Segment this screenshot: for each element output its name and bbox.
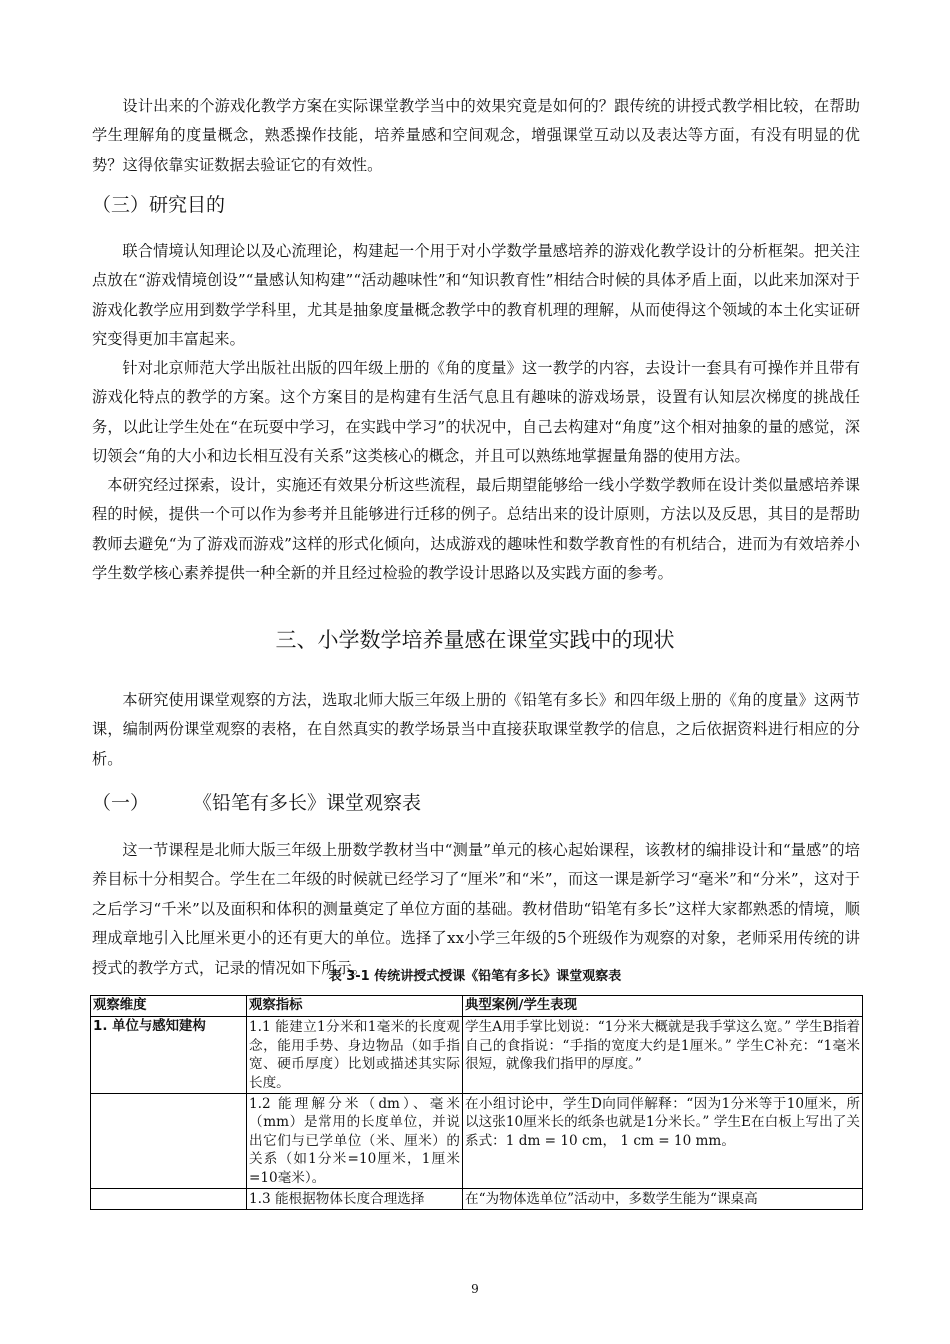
table-row — [91, 1017, 863, 1094]
header-indicator: 观察指标 — [247, 996, 463, 1017]
observation-table — [90, 995, 863, 1210]
indicator-cell: 1.2 能理解分米（dm）、毫米（mm）是常用的长度单位，并说出它们与已学单位（米、厘米）的关系（如1分米=10厘米，1厘米=10毫米）。 — [247, 1094, 463, 1189]
dimension-cell: 1. 单位与感知建构 — [91, 1017, 247, 1094]
header-example: 典型案例/学生表现 — [463, 996, 863, 1017]
heading-research-goal: （三）研究目的 — [92, 194, 226, 216]
paragraph-observation-method: 本研究使用课堂观察的方法，选取北师大版三年级上册的《铅笔有多长》和四年级上册的《角的度量》这两节课，编制两份课堂观察的表格，在自然真实的教学场景当中直接获取课堂教学的信息，之后依据资料进行相应的分析。 — [92, 691, 860, 768]
table-caption: 表 3-1 传统讲授式授课《铅笔有多长》课堂观察表 — [328, 969, 622, 984]
example-cell: 在“为物体选单位”活动中，多数学生能为“课桌高 — [463, 1189, 863, 1210]
indicator-cell: 1.3 能根据物体长度合理选择 — [247, 1189, 463, 1210]
paragraph-research-expectation: 本研究经过探索，设计，实施还有效果分析这些流程，最后期望能够给一线小学数学教师在设计类似量感培养课程的时候，提供一个可以作为参考并且能够进行迁移的例子。总结出来的设计原则，方法以及反思，其目的是帮助教师去避免“为了游戏而游戏”这样的形式化倾向，达成游戏的趣味性和数学教育性的有机结合，进而为有效培养小学生数学核心素养提供一种全新的并且经过检验的教学设计思路以及实践方面的参考。 — [92, 476, 860, 583]
paragraph-lesson-design: 针对北京师范大学出版社出版的四年级上册的《角的度量》这一教学的内容，去设计一套具有可操作并且带有游戏化特点的教学的方案。这个方案目的是构建有生活气息且有趣味的游戏场景，设置有认知层次梯度的挑战任务，以此让学生处在“在玩耍中学习，在实践中学习”的状况中，自己去构建对“角度”这个相对抽象的量的感觉，深切领会“角的大小和边长相互没有关系”这类核心的概念，并且可以熟练地掌握量角器的使用方法。 — [92, 359, 860, 466]
paragraph-theory-framework: 联合情境认知理论以及心流理论，构建起一个用于对小学数学量感培养的游戏化教学设计的分析框架。把关注点放在“游戏情境创设”“量感认知构建”“活动趣味性”和“知识教育性”相结合时候的具体矛盾上面，以此来加深对于游戏化教学应用到数学学科里，尤其是抽象度量概念教学中的教育机理的理解，从而使得这个领域的本土化实证研究变得更加丰富起来。 — [92, 242, 860, 349]
heading-pencil-observation — [92, 790, 421, 816]
indicator-cell: 1.1 能建立1分米和1毫米的长度观念，能用手势、身边物品（如手指宽、硬币厚度）比划或描述其实际长度。 — [247, 1017, 463, 1094]
dimension-cell-empty — [91, 1189, 247, 1210]
paragraph-effect-question: 设计出来的个游戏化教学方案在实际课堂教学当中的效果究竟是如何的？跟传统的讲授式教学相比较，在帮助学生理解角的度量概念，熟悉操作技能，培养量感和空间观念，增强课堂互动以及表达等方面，有没有明显的优势？这得依靠实证数据去验证它的有效性。 — [92, 97, 860, 174]
table-row — [91, 1189, 863, 1210]
header-dimension: 观察维度 — [91, 996, 247, 1017]
heading-title: 《铅笔有多长》课堂观察表 — [193, 792, 422, 814]
table-row — [91, 1094, 863, 1189]
page-number: 9 — [471, 1282, 479, 1296]
example-cell: 在小组讨论中，学生D向同伴解释：“因为1分米等于10厘米，所以这张10厘米长的纸条也就是1分米长。” 学生E在白板上写出了关系式：1 dm = 10 cm， 1 cm = 10 mm。 — [463, 1094, 863, 1189]
page-bottom-margin — [0, 1250, 950, 1344]
paragraph-pencil-lesson: 这一节课程是北师大版三年级上册数学教材当中“测量”单元的核心起始课程，该教材的编排设计和“量感”的培养目标十分相契合。学生在二年级的时候就已经学习了“厘米”和“米”，而这一课是新学习“毫米”和“分米”，这对于之后学习“千米”以及面积和体积的测量奠定了单位方面的基础。教材借助“铅笔有多长”这样大家都熟悉的情境，顺理成章地引入比厘米更小的还有更大的单位。选择了xx小学三年级的5个班级作为观察的对象，老师采用传统的讲授式的教学方式，记录的情况如下所示。 — [92, 841, 860, 977]
example-cell: 学生A用手掌比划说：“1分米大概就是我手掌这么宽。” 学生B指着自己的食指说：“手指的宽度大约是1厘米。” 学生C补充：“1毫米很短，就像我们指甲的厚度。” — [463, 1017, 863, 1094]
dimension-cell-empty — [91, 1094, 247, 1189]
chapter-heading: 三、小学数学培养量感在课堂实践中的现状 — [275, 628, 675, 652]
table-header-row — [91, 996, 863, 1017]
heading-number: （一） — [92, 792, 150, 814]
